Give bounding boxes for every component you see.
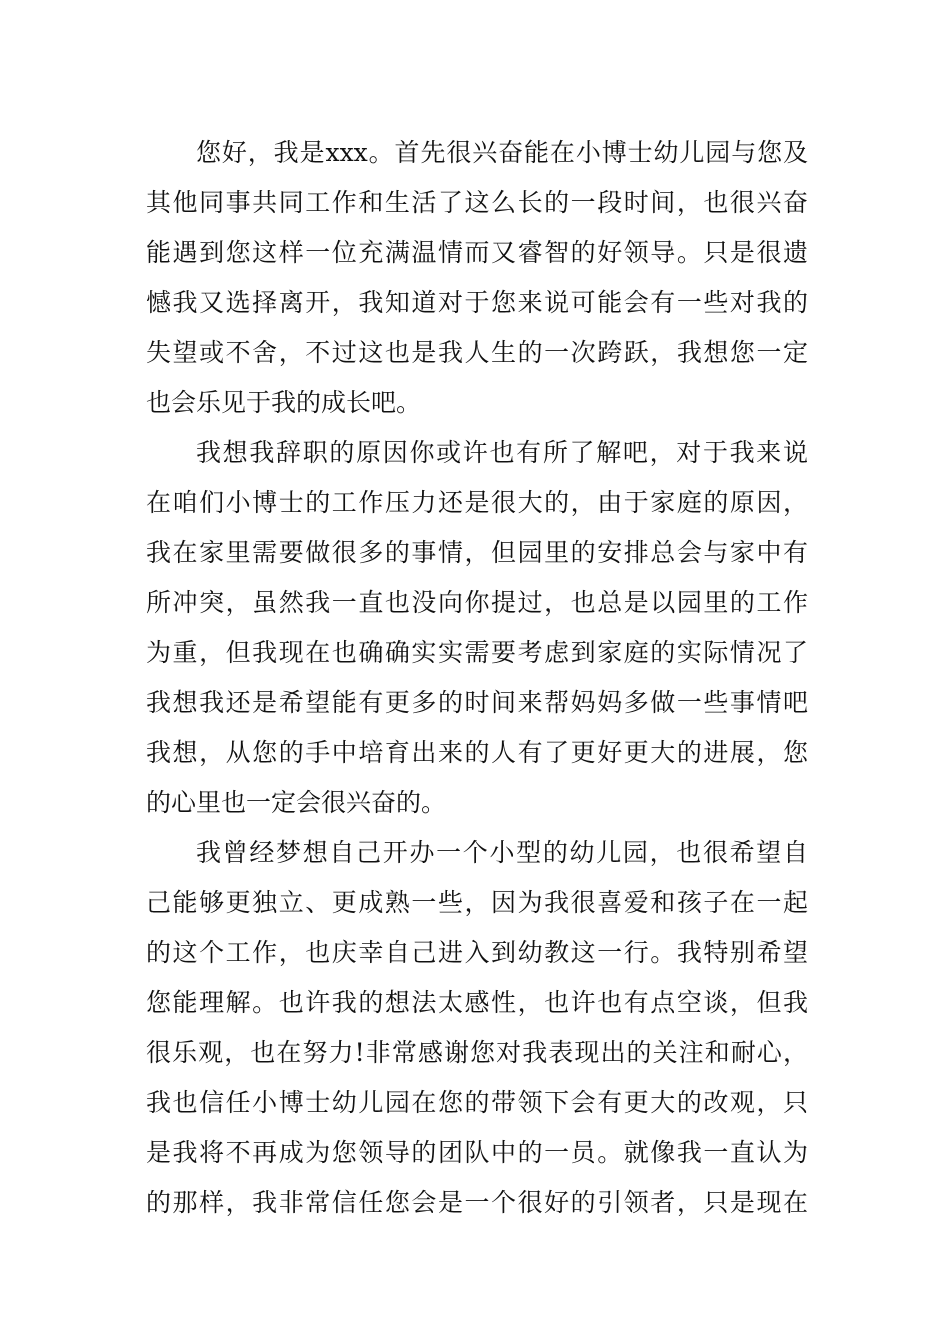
text-line: 您好，我是xxx。首先很兴奋能在小博士幼儿园与您及: [196, 138, 808, 167]
paragraph-1: [146, 128, 808, 428]
text-line: 您能理解。也许我的想法太感性，也许也有点空谈，但我: [146, 988, 808, 1017]
text-line: 我想我还是希望能有更多的时间来帮妈妈多做一些事情吧: [146, 688, 808, 717]
text-line: 我也信任小博士幼儿园在您的带领下会有更大的改观，只: [146, 1088, 808, 1117]
text-line: 失望或不舍，不过这也是我人生的一次跨跃，我想您一定: [146, 338, 808, 367]
text-line: 在咱们小博士的工作压力还是很大的，由于家庭的原因，: [146, 488, 808, 517]
text-line: 己能够更独立、更成熟一些，因为我很喜爱和孩子在一起: [146, 888, 808, 917]
text-line: 为重，但我现在也确确实实需要考虑到家庭的实际情况了: [146, 638, 808, 667]
text-line: 我想，从您的手中培育出来的人有了更好更大的进展，您: [146, 738, 808, 767]
paragraph-2: [146, 428, 808, 828]
text-line: 能遇到您这样一位充满温情而又睿智的好领导。只是很遗: [146, 238, 808, 267]
text-line: 很乐观，也在努力!非常感谢您对我表现出的关注和耐心，: [146, 1038, 808, 1067]
text-line: 我在家里需要做很多的事情，但园里的安排总会与家中有: [146, 538, 808, 567]
letter-body: [146, 128, 808, 1228]
paragraph-3: [146, 828, 808, 1228]
text-line: 我曾经梦想自己开办一个小型的幼儿园，也很希望自: [196, 838, 808, 867]
text-line: 憾我又选择离开，我知道对于您来说可能会有一些对我的: [146, 288, 808, 317]
text-line: 其他同事共同工作和生活了这么长的一段时间，也很兴奋: [146, 188, 808, 217]
text-line: 的心里也一定会很兴奋的。: [146, 788, 447, 817]
text-line: 的这个工作，也庆幸自己进入到幼教这一行。我特别希望: [146, 938, 808, 967]
text-line: 所冲突，虽然我一直也没向你提过，也总是以园里的工作: [146, 588, 808, 617]
text-line: 也会乐见于我的成长吧。: [146, 388, 422, 417]
text-line: 是我将不再成为您领导的团队中的一员。就像我一直认为: [146, 1138, 808, 1167]
text-line: 我想我辞职的原因你或许也有所了解吧，对于我来说: [196, 438, 808, 467]
text-line: 的那样，我非常信任您会是一个很好的引领者，只是现在: [146, 1188, 808, 1217]
